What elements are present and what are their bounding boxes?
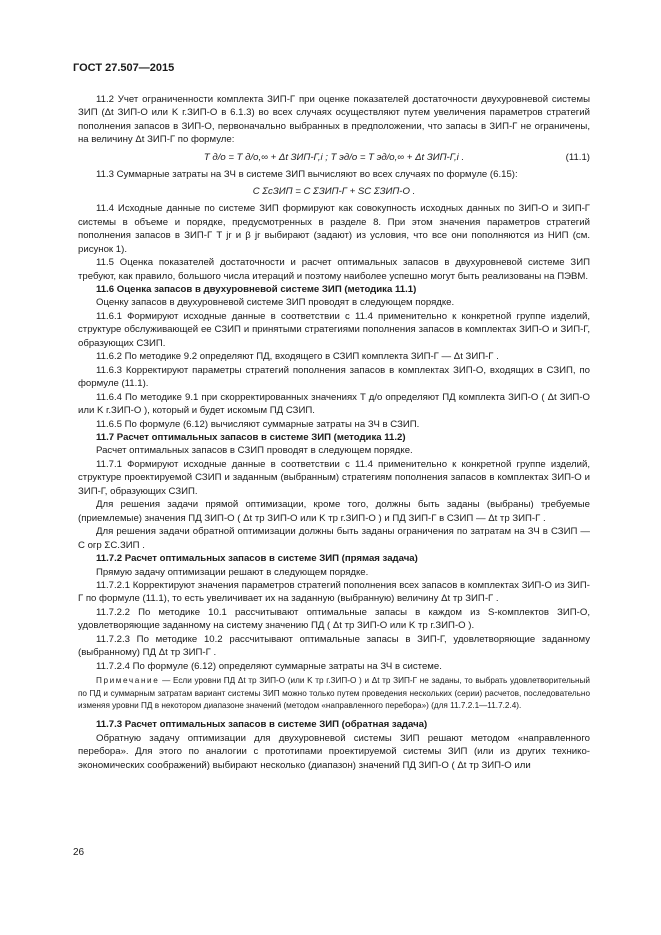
paragraph-11-7-3: Обратную задачу оптимизации для двухуровневой системы ЗИП решают методом «направленного перебора». Для этого по аналогии с прототипами проектируемой системы ЗИП (или из других технико-экономических соображений) выбирают несколько (диапазон) значений ПД ЗИП-О ( Δt тр ЗИП-О или (78, 732, 590, 771)
paragraph-11-6-4: 11.6.4 По методике 9.1 при скорректированных значениях T д/о определяют ПД комплекта ЗИП-О ( Δt ЗИП-О или K г.ЗИП-О ), который и будет искомым ПД СЗИП. (78, 391, 590, 417)
paragraph-11-6-5: 11.6.5 По формуле (6.12) вычисляют суммарные затраты на ЗЧ в СЗИП. (96, 418, 420, 430)
paragraph-11-4: 11.4 Исходные данные по системе ЗИП формируют как совокупность исходных данных по ЗИП-О и ЗИП-Г системы в объеме и порядке, предусмотренных в разделе 8. При этом значения параметров стратегий пополнения запасов в ЗИП-Г T jr и β jr выбирают (задают) из условия, что все они пополняются из НИП (см. рисунок 1). (78, 203, 590, 255)
formula-11-1 (78, 147, 590, 168)
paragraph-11-2: 11.2 Учет ограниченности комплекта ЗИП-Г при оценке показателей достаточности двухуровневой системы ЗИП (Δt ЗИП-О или K г.ЗИП-О в 6.1.3) во всех случаях осуществляют путем увеличения параметров стратегий пополнения запасов в ЗИП-О, первоначально выбранных в предположении, что запасы в ЗИП-Г не ограничены, на величину Δt ЗИП-Г по формуле: (78, 94, 590, 146)
paragraph-11-7-2-2: 11.7.2.2 По методике 10.1 рассчитывают оптимальные запасы в каждом из S-комплектов ЗИП-О, удовлетворяющие заданному на систему значению ПД ( Δt тр ЗИП-О или K тр г.ЗИП-О ). (78, 606, 590, 632)
paragraph-11-7-2-4: 11.7.2.4 По формуле (6.12) определяют суммарные затраты на ЗЧ в системе. (96, 660, 442, 672)
formula-11-3-body: C ΣсЗИП = C ΣЗИП-Г + SC ΣЗИП-О . (252, 186, 416, 198)
paragraph-11-6-2: 11.6.2 По методике 9.2 определяют ПД, входящего в СЗИП комплекта ЗИП-Г — Δt ЗИП-Г . (96, 351, 499, 363)
heading-11-6: 11.6 Оценка запасов в двухуровневой системе ЗИП (методика 11.1) (96, 283, 417, 295)
paragraph-11-7-2-1: 11.7.2.1 Корректируют значения параметров стратегий пополнения всех запасов в комплектах ЗИП-О из ЗИП-Г по формуле (11.1), то есть увеличивает их на заданную (выбранную) величину Δt тр ЗИП-Г . (78, 579, 590, 605)
note-text: — Если уровни ПД Δt тр ЗИП-О (или K тр г.ЗИП-О ) и Δt тр ЗИП-Г не заданы, то выбрать удовлетворительный по ПД и суммарным затратам вариант системы ЗИП можно только путем проведения нескольких (серии) расчетов, последовательно изменяя уровни ПД в некотором диапазоне значений (методом «направленного перебора») (для 11.7.2.1—11.7.2.4). (78, 676, 590, 710)
paragraph-11-6-1: 11.6.1 Формируют исходные данные в соответствии с 11.4 применительно к конкретной группе изделий, структуре обслуживающей ее СЗИП и принятыми стратегиями пополнения запасов в комплектах ЗИП-О и ЗИП-Г, образующих СЗИП. (78, 310, 590, 349)
paragraph-11-3: 11.3 Суммарные затраты на ЗЧ в системе ЗИП вычисляют во всех случаях по формуле (6.15): (96, 168, 518, 180)
paragraph-11-6-intro: Оценку запасов в двухуровневой системе ЗИП проводят в следующем порядке. (96, 297, 455, 309)
heading-11-7: 11.7 Расчет оптимальных запасов в системе ЗИП (методика 11.2) (96, 431, 406, 443)
formula-11-1-number: (11.1) (565, 151, 590, 163)
note-label: Примечание (96, 676, 160, 686)
paragraph-11-7-2-intro: Прямую задачу оптимизации решают в следующем порядке. (96, 566, 369, 578)
paragraph-11-7-intro: Расчет оптимальных запасов в СЗИП проводят в следующем порядке. (96, 445, 413, 457)
formula-11-3 (78, 181, 590, 202)
standard-header: ГОСТ 27.507—2015 (73, 62, 175, 74)
page-number: 26 (73, 847, 85, 858)
paragraph-11-5: 11.5 Оценка показателей достаточности и расчет оптимальных запасов в двухуровневой системе ЗИП требуют, как правило, большого числа итераций и поэтому наиболее успешно могут быть реализованы на ПЭВМ. (78, 257, 590, 282)
heading-11-7-3: 11.7.3 Расчет оптимальных запасов в системе ЗИП (обратная задача) (96, 719, 428, 731)
paragraph-11-6-3: 11.6.3 Корректируют параметры стратегий пополнения запасов в комплектах ЗИП-О, входящих в СЗИП, по формуле (11.1). (78, 364, 590, 390)
paragraph-11-7-1-direct: Для решения задачи прямой оптимизации, кроме того, должны быть заданы (выбраны) требуемые (приемлемые) значения ПД ЗИП-О ( Δt тр ЗИП-О или K тр г.ЗИП-О ) и ПД ЗИП-Г в СЗИП — Δt тр ЗИП-Г . (78, 499, 590, 524)
note (78, 675, 590, 712)
paragraph-11-7-1: 11.7.1 Формируют исходные данные в соответствии с 11.4 применительно к конкретной группе изделий, структуре проектируемой СЗИП и заданным (выбранным) стратегиям пополнения запасов в комплектах ЗИП-О и ЗИП-Г, образующих СЗИП. (78, 458, 590, 497)
heading-11-7-2: 11.7.2 Расчет оптимальных запасов в системе ЗИП (прямая задача) (96, 553, 418, 565)
document-body (78, 93, 590, 772)
formula-11-1-body: T д/о = T д/о,∞ + Δt ЗИП-Г,i ; T эд/о = T эд/о,∞ + Δt ЗИП-Г,i . (203, 151, 465, 163)
paragraph-11-7-1-inverse: Для решения задачи обратной оптимизации должны быть заданы ограничения по затратам на ЗЧ в СЗИП — C огр ΣС.ЗИП . (78, 526, 590, 551)
paragraph-11-7-2-3: 11.7.2.3 По методике 10.2 рассчитывают оптимальные запасы в ЗИП-Г, удовлетворяющие заданному (выбранному) ПД Δt тр ЗИП-Г . (78, 633, 590, 659)
